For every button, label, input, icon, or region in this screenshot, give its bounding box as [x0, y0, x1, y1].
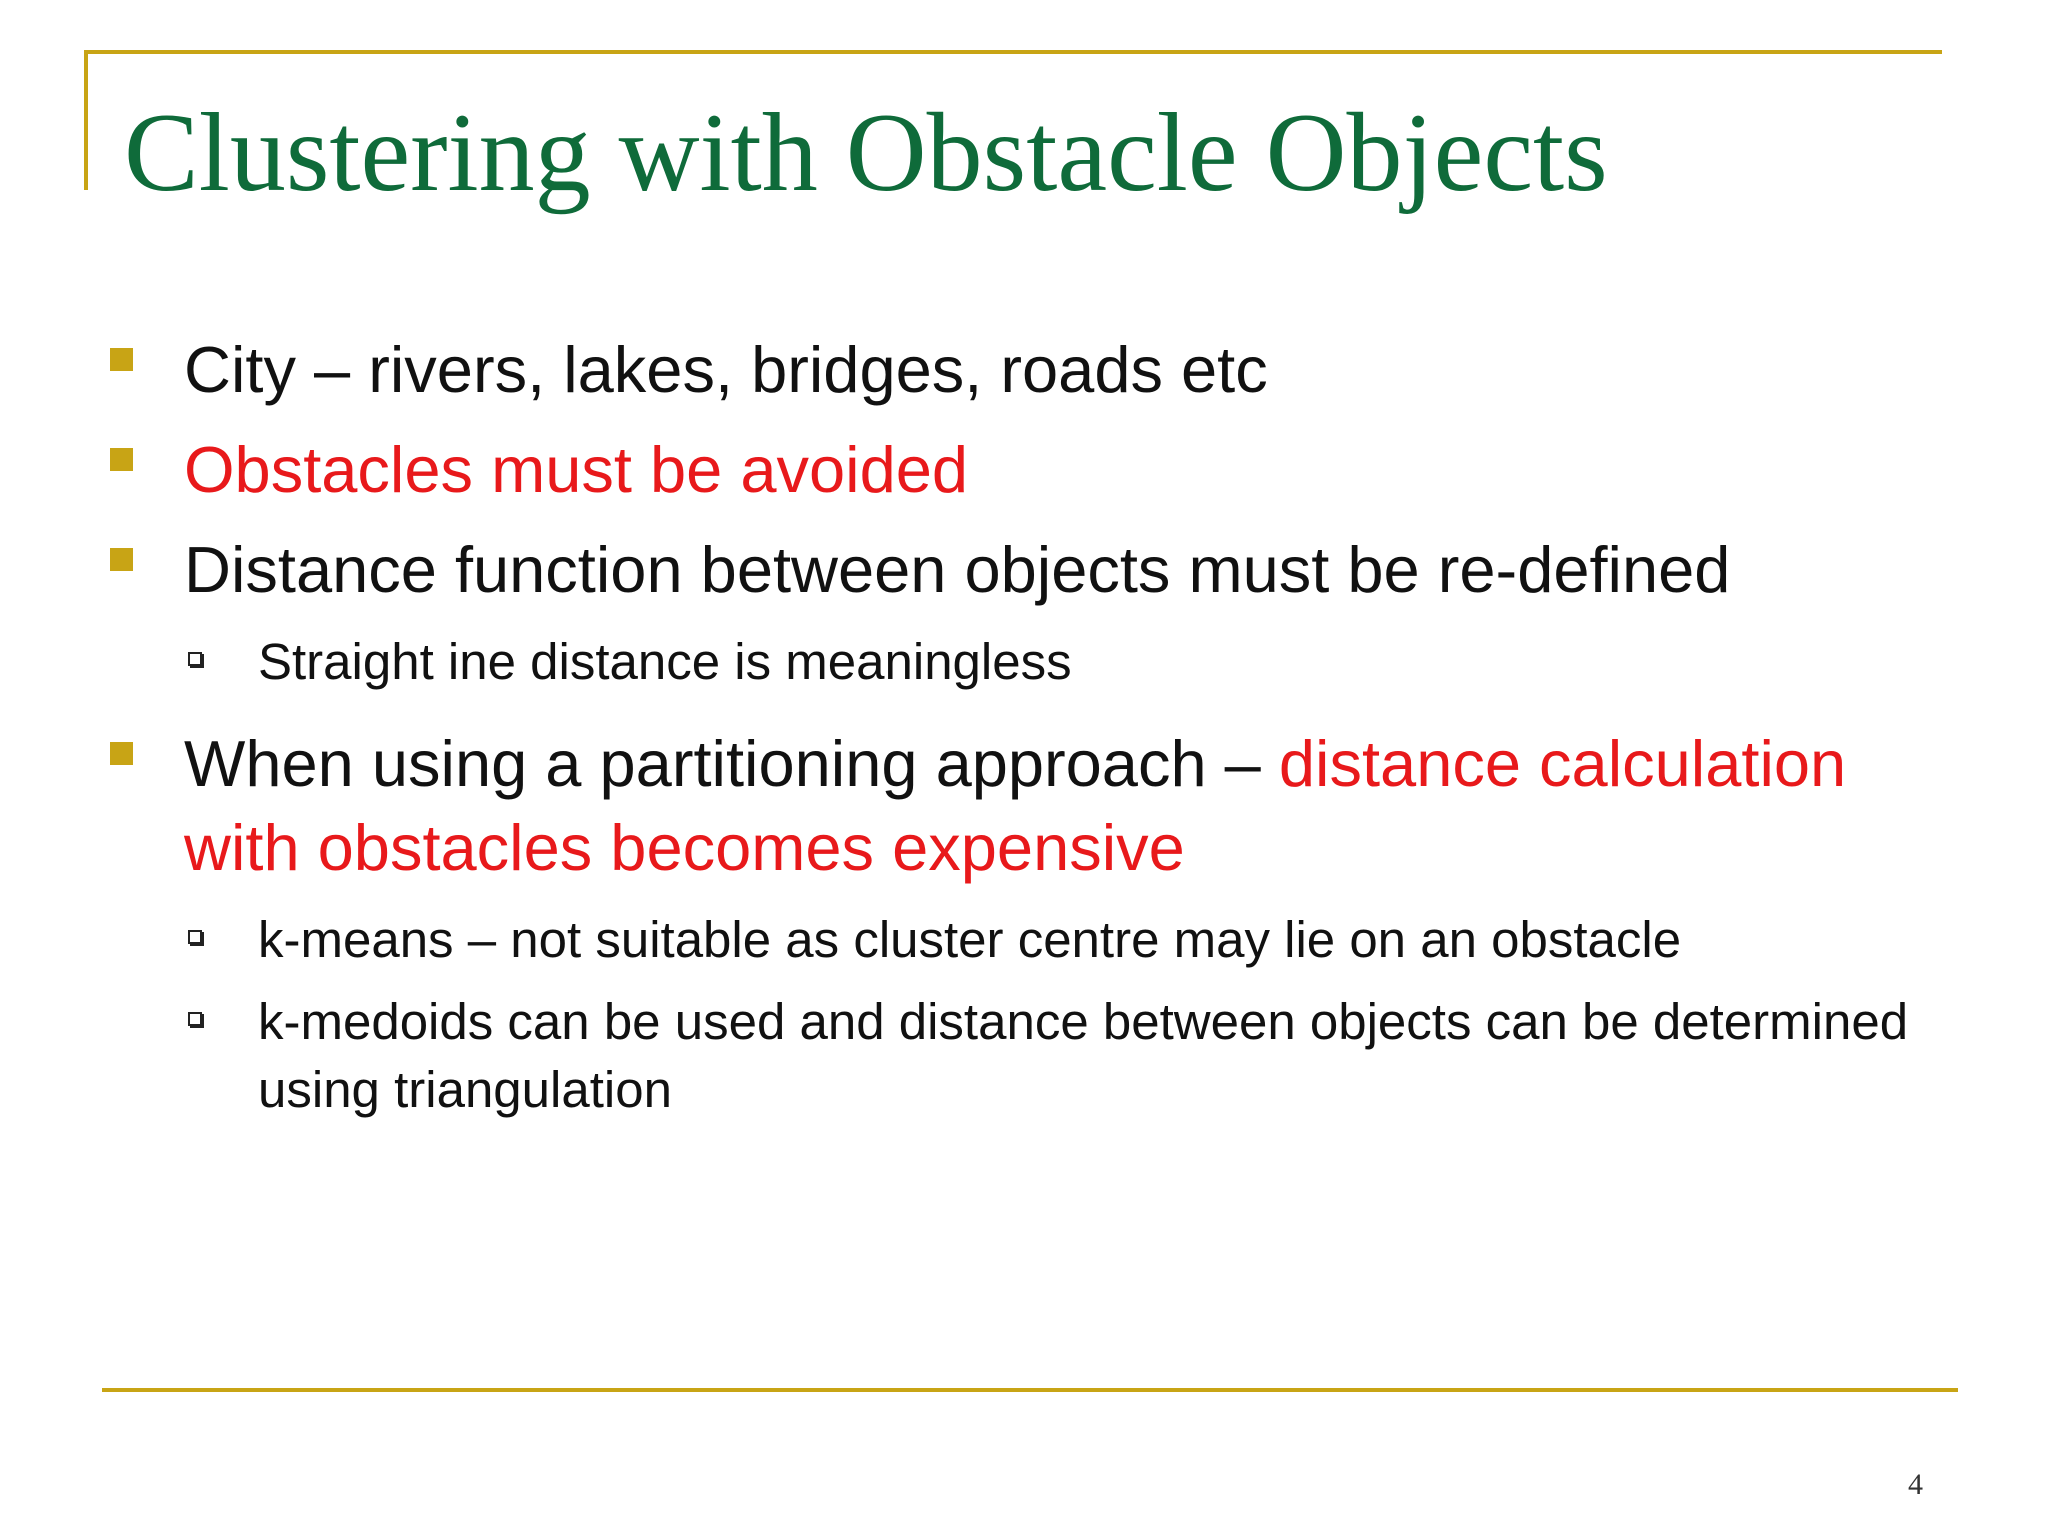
- sub-bullet-text: Straight ine distance is meaningless: [258, 633, 1072, 690]
- top-rule: [84, 50, 1942, 54]
- square-bullet-icon: [110, 448, 133, 471]
- bullet-item: [110, 328, 1910, 412]
- bullet-item: [110, 428, 1910, 512]
- square-bullet-icon: [110, 348, 133, 371]
- hollow-square-bullet-icon: [188, 930, 202, 944]
- bullet-item: [110, 528, 1910, 612]
- slide-title: Clustering with Obstacle Objects: [124, 91, 1608, 215]
- hollow-square-bullet-icon: [188, 652, 202, 666]
- page-number: 4: [1908, 1468, 1923, 1501]
- sub-bullet-text: k-medoids can be used and distance between objects can be determined using triangulation: [258, 993, 1909, 1118]
- bullet-item: [110, 722, 1910, 890]
- sub-bullet-item: [110, 906, 1910, 974]
- bullet-text: When using a partitioning approach –: [184, 727, 1279, 800]
- bullet-highlight-text: distance calculation with obstacles becomes expensive: [184, 727, 1847, 884]
- sub-bullet-item: [110, 988, 1910, 1124]
- bottom-rule: [102, 1388, 1958, 1392]
- square-bullet-icon: [110, 548, 133, 571]
- bullet-list: [110, 328, 1910, 1138]
- bullet-text: Distance function between objects must be re-defined: [184, 533, 1731, 606]
- left-rule: [84, 50, 88, 190]
- hollow-square-bullet-icon: [188, 1012, 202, 1026]
- sub-bullet-item: [110, 628, 1910, 696]
- bullet-text: Obstacles must be avoided: [184, 433, 969, 506]
- square-bullet-icon: [110, 742, 133, 765]
- bullet-text: City – rivers, lakes, bridges, roads etc: [184, 333, 1268, 406]
- sub-bullet-text: k-means – not suitable as cluster centre may lie on an obstacle: [258, 911, 1682, 968]
